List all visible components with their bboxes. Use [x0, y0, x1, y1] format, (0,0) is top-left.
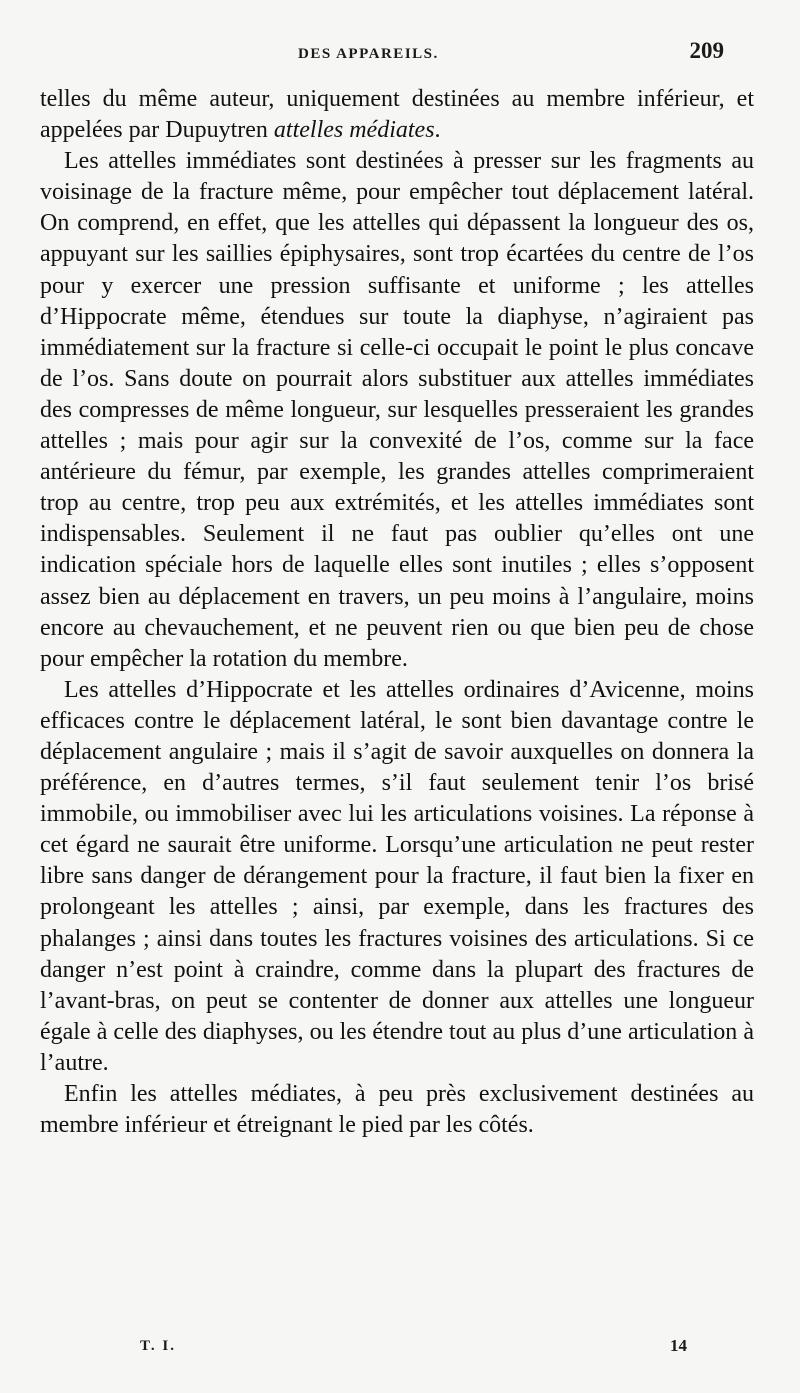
paragraph-text: telles du même auteur, uniquement destinées au membre inférieur, et appelées par Dupuytren — [40, 86, 754, 144]
paragraph-text-end: . — [434, 117, 441, 144]
italic-term: attelles médiates — [273, 117, 435, 144]
page-header — [40, 40, 730, 76]
signature-mark: T. I. — [140, 1338, 176, 1354]
paragraph-hippocrates-splints: Les attelles d’Hippocrate et les attelles ordinaires d’Avicenne, moins efficaces contre le déplacement latéral, le sont bien davantage contre le déplacement angulaire ; mais il s’agit de savoir auxquelles on donnera la préférence, en d’autres termes, s’il faut seulement tenir l’os brisé immobile, ou immobiliser avec lui les articulations voisines. La réponse à cet égard ne saurait être uniforme. Lorsqu’une articulation ne peut rester libre sans danger de dérangement pour la fracture, il faut bien la fixer en prolongeant les attelles ; ainsi, par exemple, dans les fractures des phalanges ; ainsi dans toutes les fractures voisines des articulations. Si ce danger n’est point à craindre, comme dans la plupart des fractures de l’avant-bras, on peut se contenter de donner aux attelles une longueur égale à celle des diaphyses, ou les étendre tout au plus d’une articulation à l’autre. — [40, 676, 754, 1076]
paragraph-continuation — [40, 84, 754, 146]
running-title: DES APPAREILS. — [298, 46, 439, 62]
page-number: 209 — [689, 38, 724, 63]
sheet-number: 14 — [670, 1336, 687, 1355]
page-footer — [40, 1336, 754, 1360]
body-text — [40, 84, 754, 1141]
paragraph-immediate-splints: Les attelles immédiates sont destinées à presser sur les fragments au voisinage de la fracture même, pour empêcher tout déplacement latéral. On comprend, en effet, que les attelles qui dépassent la longueur des os, appuyant sur les saillies épiphysaires, sont trop écartées du centre de l’os pour y exercer une pression suffisante et uniforme ; les attelles d’Hippocrate même, étendues sur toute la diaphyse, n’agiraient pas immédiatement sur la fracture si celle-ci occupait le point le plus concave de l’os. Sans doute on pourrait alors substituer aux attelles immédiates des compresses de même longueur, sur lesquelles presseraient les grandes attelles ; mais pour agir sur la convexité de l’os, comme sur la face antérieure du fémur, par exemple, les grandes attelles comprimeraient trop au centre, trop peu aux extrémités, et les attelles immédiates sont indispensables. Seulement il ne faut pas oublier qu’elles ont une indication spéciale hors de laquelle elles sont inutiles ; elles s’opposent assez bien au déplacement en travers, un peu moins à l’angulaire, moins encore au chevauchement, et ne peuvent rien ou que bien peu de chose pour empêcher la rotation du membre. — [40, 148, 754, 672]
paragraph-mediate-splints: Enfin les attelles médiates, à peu près exclusivement destinées au membre inférieur et étreignant le pied par les côtés. — [40, 1081, 754, 1139]
